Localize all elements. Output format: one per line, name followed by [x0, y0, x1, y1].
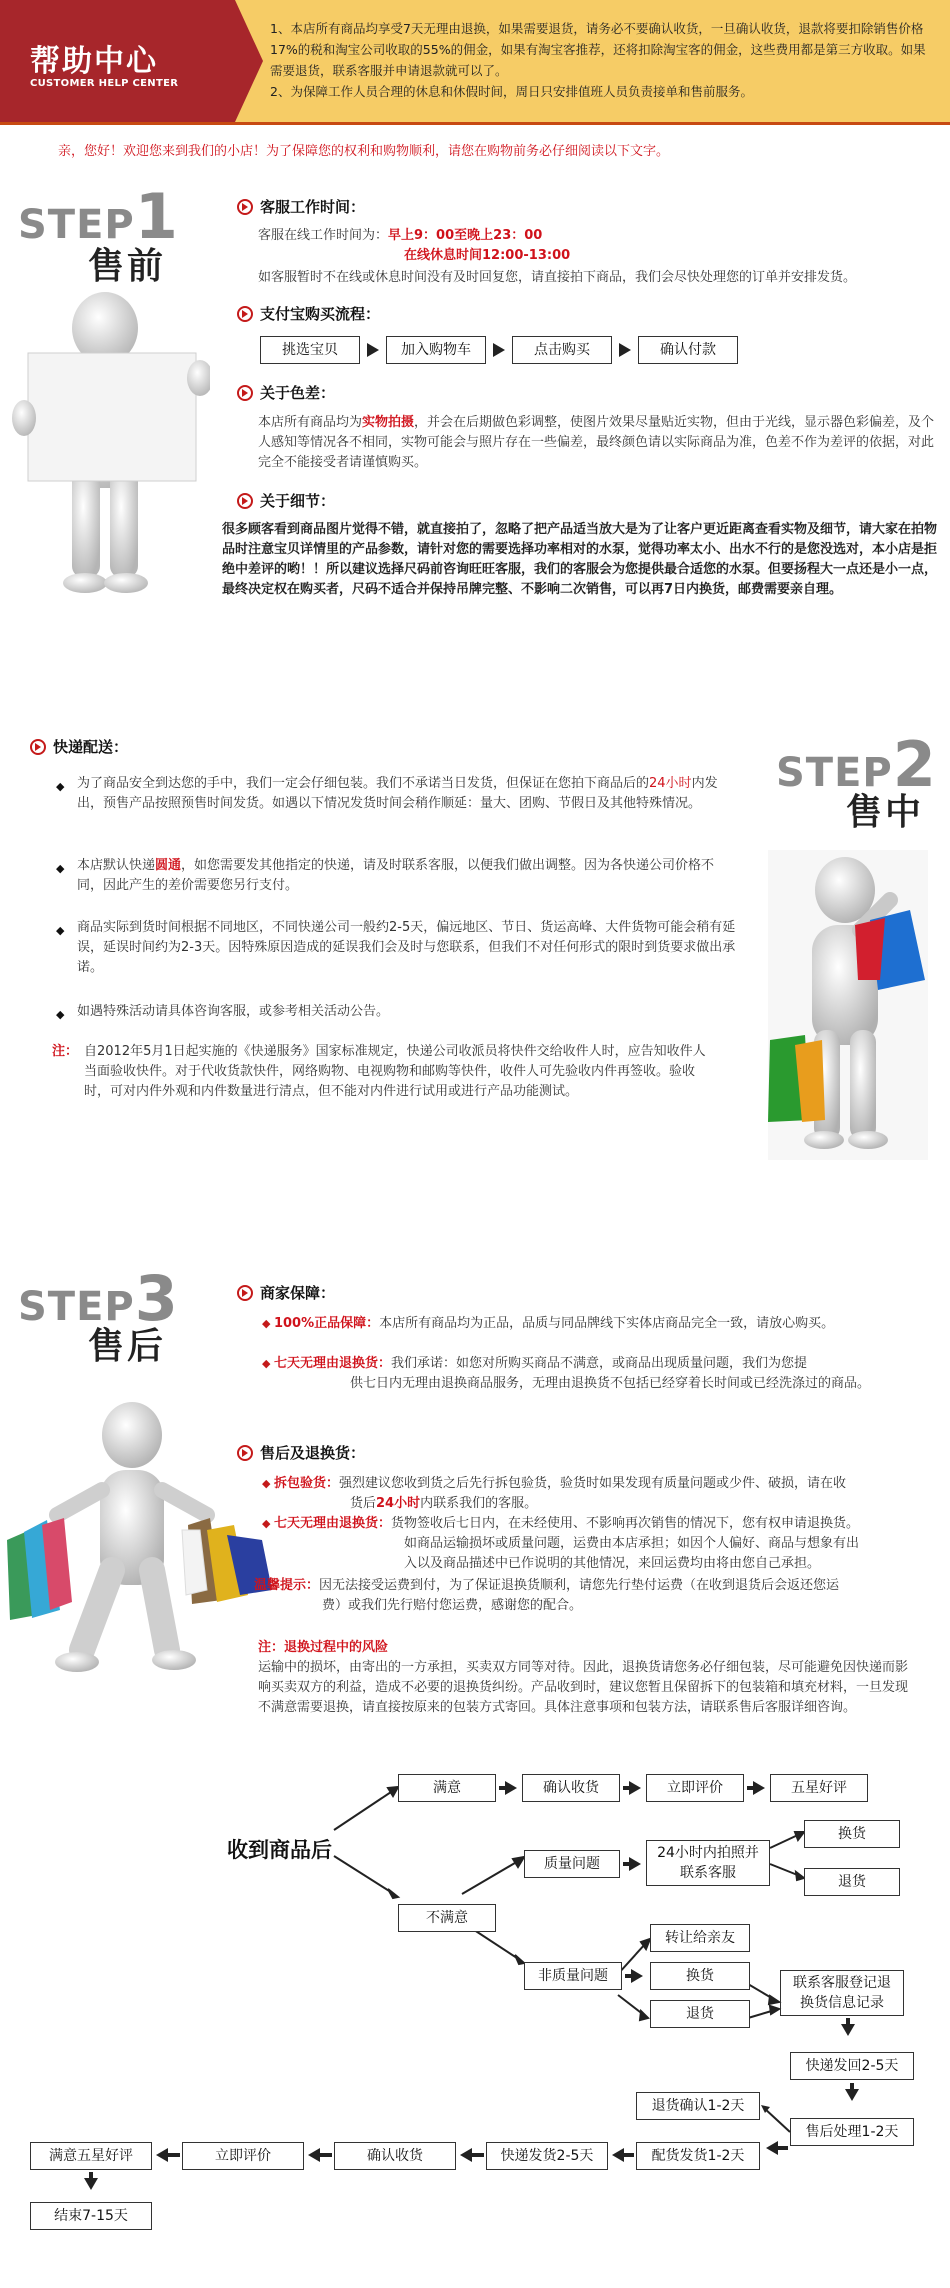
- diamond-bullet-icon: ◆: [262, 1317, 274, 1330]
- flow-register: 联系客服登记退换货信息记录: [780, 1970, 904, 2016]
- diamond-bullet-icon: ◆: [262, 1477, 274, 1490]
- arrow-down-icon: [841, 2024, 855, 2036]
- express-note-text: 自2012年5月1日起实施的《快递服务》国家标准规定，快递公司收派员将快件交给收件人时，应告知收件人当面验收快件。对于代收货款快件，网络购物、电视购物和邮购等快件，收件人可先验收内件再签收。验收时，可对内件外观和内件数量进行清点，但不能对内件进行试用或进行产品功能测试。: [84, 1044, 706, 1099]
- arrow-down-icon: [845, 2089, 859, 2101]
- arrow-circle-icon: [237, 306, 253, 322]
- service-time-note: 如客服暂时不在线或休息时间没有及时回复您，请直接拍下商品，我们会尽快处理您的订单并安排发货。: [258, 270, 857, 285]
- step1-number: 1: [134, 180, 178, 253]
- details-text: 很多顾客看到商品图片觉得不错，就直接拍了，忽略了把产品适当放大是为了让客户更近距离查看实物及细节，请大家在拍物品时注意宝贝详情里的产品参数，请针对您的需要选择功率相对的水泵，觉得功率太小、出水不行的是您没选对，本小店是拒绝中差评的哟！！所以建议选择尺码前咨询旺旺客服，我们的客服会为您提供最合适您的水泵。但要扬程大一点还是小一点，最终决定权在购买者，尺码不适合并保持吊牌完整、不影响二次销售，可以再7日内换货，邮费需要亲自理。: [222, 522, 938, 597]
- arrow-circle-icon: [237, 1445, 253, 1461]
- person-carrying-bags-illustration: [2, 1390, 277, 1690]
- step1-word: STEP: [18, 202, 135, 248]
- arrow-left-icon: [612, 2148, 624, 2162]
- arrow-right-icon: [619, 343, 631, 357]
- arrow-stem: [320, 2153, 332, 2157]
- header-notice: [270, 18, 935, 102]
- step2-word: STEP: [776, 750, 893, 796]
- flow-confirm-receipt: 确认收货: [522, 1774, 620, 1802]
- color-heading: 关于色差：: [237, 382, 335, 403]
- flow-unsatisfied: 不满意: [398, 1904, 496, 1932]
- arrow-right-icon: [493, 343, 505, 357]
- step3-number: 3: [134, 1262, 178, 1335]
- risk-note-text: 运输中的损坏，由寄出的一方承担，买卖双方同等对待。因此，退换货请您务必仔细包装，尽可能避免因快递而影响买卖双方的利益，造成不必要的退换货纠纷。产品收到时，建议您暂且保留拆下的包装箱和填充材料，一旦发现不满意需要退换，请直接按原来的包装方式寄回。具体注意事项和包装方法，请联系售后客服详细咨询。: [258, 1660, 909, 1715]
- flow-express: 快递发货2-5天: [486, 2142, 608, 2170]
- after-sales-rule-1-cont: 货后24小时内联系我们的客服。: [350, 1496, 538, 1511]
- flow-start: 收到商品后: [227, 1838, 332, 1862]
- welcome-text: 亲，您好！欢迎您来到我们的小店！为了保障您的权利和购物顺利，请您在购物前务必仔细阅读以下文字。: [58, 144, 670, 159]
- express-bullet-1: 为了商品安全到达您的手中，我们一定会仔细包装。我们不承诺当日发货，但保证在您拍下商品后的24小时内发出，预售产品按照预售时间发货。如遇以下情况发货时间会稍作顺延：量大、团购、节假日及其他特殊情况。: [77, 776, 718, 811]
- diamond-bullet-icon: ◆: [56, 780, 65, 793]
- flow-non-quality: 非质量问题: [524, 1962, 622, 1990]
- arrow-right-icon: [629, 1781, 641, 1795]
- header-title-arrow: [235, 0, 263, 122]
- after-sales-heading: 售后及退换货：: [237, 1442, 365, 1463]
- arrow-stem: [472, 2153, 484, 2157]
- flow-refund-confirm: 退货确认1-2天: [636, 2092, 760, 2120]
- diamond-bullet-icon: ◆: [56, 862, 65, 875]
- arrow-circle-icon: [237, 385, 253, 401]
- flow-five-star-2: 满意五星好评: [30, 2142, 152, 2170]
- flow-quality-issue: 质量问题: [524, 1850, 620, 1878]
- arrow-stem: [168, 2153, 180, 2157]
- person-with-bags-illustration: [750, 840, 940, 1170]
- arrow-stem: [778, 2146, 788, 2150]
- step2-label: 售中: [846, 792, 925, 833]
- arrow-right-icon: [367, 343, 379, 357]
- arrow-right-icon: [629, 1857, 641, 1871]
- flow-return: 退货: [804, 1868, 900, 1896]
- step1-label: 售前: [88, 246, 167, 287]
- details-heading: 关于细节：: [237, 490, 335, 511]
- step3-label: 售后: [88, 1326, 167, 1367]
- flow-photo-contact: 24小时内拍照并联系客服: [646, 1840, 770, 1886]
- flow-review: 立即评价: [646, 1774, 744, 1802]
- page-title: 帮助中心: [30, 44, 158, 79]
- service-time-heading: 客服工作时间：: [237, 196, 365, 217]
- alipay-step-buy: 点击购买: [512, 336, 612, 364]
- step2-number: 2: [892, 728, 936, 801]
- arrow-circle-icon: [237, 199, 253, 215]
- arrow-left-icon: [308, 2148, 320, 2162]
- express-bullet-4: 如遇特殊活动请具体咨询客服，或参考相关活动公告。: [77, 1004, 390, 1019]
- notice-2: 2、为保障工作人员合理的休息和休假时间，周日只安排值班人员负责接单和售前服务。: [270, 84, 753, 99]
- flow-satisfied: 满意: [398, 1774, 496, 1802]
- arrow-stem: [624, 2153, 634, 2157]
- page-subtitle: CUSTOMER HELP CENTER: [30, 78, 179, 89]
- risk-note-heading: 注：退换过程中的风险: [258, 1640, 389, 1655]
- merchant-guarantee-2: ◆ 七天无理由退换货：我们承诺：如您对所购买商品不满意，或商品出现质量问题，我们为您提: [262, 1356, 807, 1371]
- flow-review-2: 立即评价: [182, 2142, 304, 2170]
- merchant-guarantee-1: ◆ 100%正品保障：本店所有商品均为正品，品质与同品牌线下实体店商品完全一致，请放心购买。: [262, 1316, 835, 1331]
- flow-confirm-2: 确认收货: [334, 2142, 456, 2170]
- flow-exchange: 换货: [804, 1820, 900, 1848]
- arrow-left-icon: [766, 2141, 778, 2155]
- arrow-right-icon: [505, 1781, 517, 1795]
- color-text: 本店所有商品均为实物拍摄，并会在后期做色彩调整，使图片效果尽量贴近实物，但由于光线，显示器色彩偏差，及个人感知等情况各不相同，实物可能会与照片存在一些偏差，最终颜色请以实际商品为准，色差不作为差评的依据，对此完全不能接受者请谨慎购买。: [258, 415, 935, 470]
- alipay-heading: 支付宝购买流程：: [237, 303, 380, 324]
- after-sales-rule-3: 温馨提示：因无法接受运费到付，为了保证退换货顺利，请您先行垫付运费（在收到退货后会返还您运: [254, 1578, 840, 1593]
- after-sales-rule-2-cont-1: 如商品运输损坏或质量问题，运费由本店承担；如因个人偏好、商品与想象有出: [404, 1536, 860, 1551]
- diamond-bullet-icon: ◆: [262, 1517, 274, 1530]
- arrow-down-icon: [84, 2178, 98, 2190]
- merchant-guarantee-2-cont: 供七日内无理由退换商品服务，无理由退换货不包括已经穿着长时间或已经洗涤过的商品。: [350, 1376, 871, 1391]
- color-highlight: 实物拍摄: [362, 415, 415, 430]
- alipay-step-cart: 加入购物车: [386, 336, 486, 364]
- flow-after-process: 售后处理1-2天: [790, 2118, 914, 2146]
- express-bullet-2: 本店默认快递圆通，如您需要发其他指定的快递，请及时联系客服，以便我们做出调整。因为各快递公司价格不同，因此产生的差价需要您另行支付。: [77, 858, 715, 893]
- arrow-circle-icon: [30, 739, 46, 755]
- diamond-bullet-icon: ◆: [262, 1357, 274, 1370]
- service-hours: 早上9：00至晚上23：00: [388, 228, 543, 243]
- service-rest-time: 在线休息时间12:00-13:00: [404, 248, 571, 263]
- merchant-heading: 商家保障：: [237, 1282, 335, 1303]
- arrow-circle-icon: [237, 493, 253, 509]
- arrow-left-icon: [460, 2148, 472, 2162]
- express-note-label: 注：: [52, 1044, 79, 1059]
- person-with-sign-illustration: [10, 288, 210, 598]
- after-sales-rule-2: ◆ 七天无理由退换货：货物签收后七日内，在未经使用、不影响再次销售的情况下，您有权申请退换货。: [262, 1516, 859, 1531]
- after-sales-rule-3-cont: 费）或我们先行赔付您运费，感谢您的配合。: [322, 1598, 583, 1613]
- flow-five-star: 五星好评: [770, 1774, 868, 1802]
- arrow-circle-icon: [237, 1285, 253, 1301]
- alipay-step-select: 挑选宝贝: [260, 336, 360, 364]
- flow-ship-back: 快递发回2-5天: [790, 2052, 914, 2080]
- after-sales-rule-1: ◆ 拆包验货：强烈建议您收到货之后先行拆包验货，验货时如果发现有质量问题或少件、破损，请在收: [262, 1476, 846, 1491]
- connector-lines: [760, 2100, 792, 2140]
- arrow-left-icon: [156, 2148, 168, 2162]
- after-sales-rule-2-cont-2: 入以及商品描述中已作说明的其他情况，来回运费均由将由您自己承担。: [404, 1556, 821, 1571]
- flow-transfer: 转让给亲友: [650, 1924, 750, 1952]
- flow-end: 结束7-15天: [30, 2202, 152, 2230]
- flow-exchange-2: 换货: [650, 1962, 750, 1990]
- flow-dispatch: 配货发货1-2天: [636, 2142, 760, 2170]
- express-heading: 快递配送：: [30, 736, 128, 757]
- alipay-step-pay: 确认付款: [638, 336, 738, 364]
- flow-return-2: 退货: [650, 2000, 750, 2028]
- arrow-right-icon: [753, 1781, 765, 1795]
- diamond-bullet-icon: ◆: [56, 924, 65, 937]
- arrow-right-icon: [631, 1969, 643, 1983]
- step3-word: STEP: [18, 1284, 135, 1330]
- express-bullet-3: 商品实际到货时间根据不同地区，不同快递公司一般约2-5天，偏远地区、节日、货运高峰、大件货物可能会稍有延误，延误时间约为2-3天。因特殊原因造成的延误我们会及时与您联系，但我们不对任何形式的限时到货要求做出承诺。: [77, 920, 736, 975]
- diamond-bullet-icon: ◆: [56, 1008, 65, 1021]
- service-time-line: 客服在线工作时间为：早上9：00至晚上23：00: [258, 228, 543, 243]
- notice-1: 1、本店所有商品均享受7天无理由退换，如果需要退货，请务必不要确认收货，一旦确认收货，退款将要扣除销售价格17%的税和淘宝公司收取的55%的佣金，如果有淘宝客推荐，还将扣除淘宝客的佣金，这些费用都是第三方收取。如果需要退货，联系客服并申请退款就可以了。: [270, 21, 926, 78]
